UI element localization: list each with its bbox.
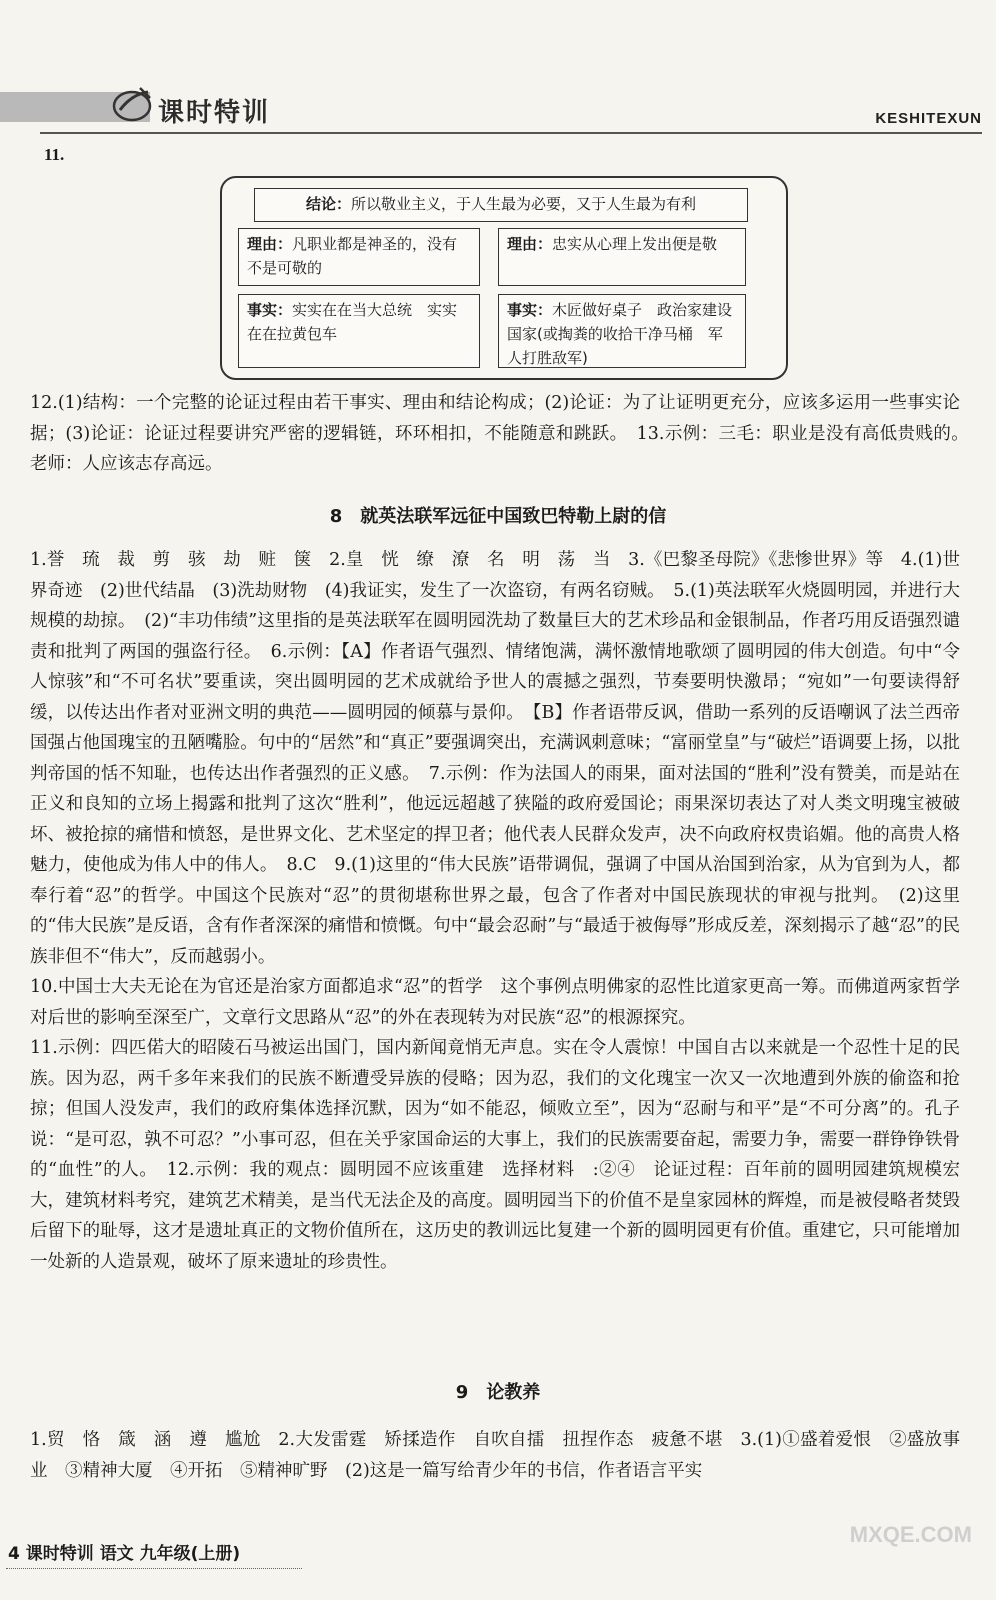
page-header [0, 0, 996, 130]
fact-box-right [498, 294, 746, 368]
question-11-number: 11. [44, 145, 65, 164]
page-number: 4 [8, 1544, 20, 1564]
fact-box-left [238, 294, 480, 368]
section-8-title: 8 就英法联军远征中国致巴特勒上尉的信 [329, 506, 667, 527]
footer-dotted-line [6, 1568, 302, 1569]
fact-label: 事实： [247, 301, 293, 319]
section-9-title: 9 论教养 [455, 1382, 541, 1403]
argument-structure-diagram [220, 176, 788, 380]
reason-text: 忠实从心理上发出便是敬 [552, 235, 718, 253]
conclusion-box [254, 188, 748, 222]
footer-grade: 九年级(上册) [139, 1544, 241, 1564]
footer-book: 课时特训 [25, 1544, 94, 1564]
fact-label: 事实： [507, 301, 553, 319]
reason-text: 凡职业都是神圣的，没有不是可敬的 [247, 235, 458, 277]
reason-label: 理由： [507, 235, 553, 253]
answers-12-13: 12.(1)结构：一个完整的论证过程由若干事实、理由和结论构成；(2)论证：为了让证明更充分，应该多运用一些事实论据；(3)论证：论证过程要讲究严密的逻辑链，环环相扣，不能随意和跳跃。 13.示例：三毛：职业是没有高低贵贱的。 老师：人应该志存高远。 [30, 393, 978, 474]
page-footer [0, 1522, 996, 1600]
fact-text: 木匠做好桌子 政治家建设国家(或掏粪的收拾干净马桶 军人打胜敌军) [507, 301, 733, 367]
footer-subject: 语文 [99, 1544, 134, 1564]
section-9-answers: 1.贸 恪 箴 涵 遵 尴尬 2.大发雷霆 矫揉造作 自吹自擂 扭捏作态 疲惫不堪 3.(1)①盛着爱恨 ②盛放事业 ③精神大厦 ④开拓 ⑤精神旷野 (2)这是一篇写给青少年的书信，作者语言平实 [30, 1430, 960, 1481]
section-8-answers: 1.誉 琉 裁 剪 骇 劫 赃 箧 2.皇 恍 缭 潦 名 明 荡 当 3.《巴黎圣母院》《悲惨世界》等 4.(1)世界奇迹 (2)世代结晶 (3)洗劫财物 (4)我证实，发生了一次盗窃，有两名窃贼。 5.(1)英法联军火烧圆明园，并进行大规模的劫掠。 (2)“丰功伟绩”这里指的是英法联军在圆明园洗劫了数量巨大的艺术珍品和金银制品，作者巧用反语强烈谴责和批判了两国的强盗行径。 6.示例：【A】作者语气强烈、情绪饱满，满怀激情地歌颂了圆明园的伟大创造。句中“令人惊骇”和“不可名状”要重读，突出圆明园的艺术成就给予世人的震撼之强烈，节奏要明快激昂；“宛如”一句要读得舒缓，以传达出作者对亚洲文明的典范——圆明园的倾慕与景仰。 【B】作者语带反讽，借助一系列的反语嘲讽了法兰西帝国强占他国瑰宝的丑陋嘴脸。句中的“居然”和“真正”要强调突出，充满讽刺意味；“富丽堂皇”与“破烂”语调要上扬，以批判帝国的恬不知耻，也传达出作者强烈的正义感。 7.示例：作为法国人的雨果，面对法国的“胜利”没有赞美，而是站在正义和良知的立场上揭露和批判了这次“胜利”，他远远超越了狭隘的政府爱国论；雨果深切表达了对人类文明瑰宝被破坏、被抢掠的痛惜和愤怒，是世界文化、艺术坚定的捍卫者；他代表人民群众发声，决不向政府权贵谄媚。他的高贵人格魅力，使他成为伟人中的伟人。 8.C 9.(1)这里的“伟大民族”语带调侃，强调了中国从治国到治家，从为官到为人，都奉行着“忍”的哲学。中国这个民族对“忍”的贯彻堪称世界之最，包含了作者对中国民族现状的审视与批判。 (2)这里的“伟大民族”是反语，含有作者深深的痛惜和愤慨。句中“最会忍耐”与“最适于被侮辱”形成反差，深刻揭示了越“忍”的民族非但不“伟大”，反而越弱小。 10.中国士大夫无论在为官还是治家方面都追求“忍”的哲学 这个事例点明佛家的忍性比道家更高一筹。而佛道两家哲学对后世的影响至深至广，文章行文思路从“忍”的外在表现转为对民族“忍”的根源探究。 11.示例：四匹偌大的昭陵石马被运出国门，国内新闻竟悄无声息。实在令人震惊！中国自古以来就是一个忍性十足的民族。因为忍，两千多年来我们的民族不断遭受异族的侵略；因为忍，我们的文化瑰宝一次又一次地遭到外族的偷盗和抢掠；但国人没发声，我们的政府集体选择沉默，因为“如不能忍，倾败立至”，因为“忍耐与和平”是“不可分离”的。孔子说：“是可忍，孰不可忍？”小事可忍，但在关乎家国命运的大事上，我们的民族需要奋起，需要力争，需要一群铮铮铁骨的“血性”的人。 12.示例：我的观点：圆明园不应该重建 选择材料 :②④ 论证过程：百年前的圆明园建筑规模宏大，建筑材料考究，建筑艺术精美，是当代无法企及的高度。圆明园当下的价值不是皇家园林的辉煌，而是被侵略者焚毁后留下的耻辱，这才是遗址真正的文物价值所在，这历史的教训远比复建一个新的圆明园更有价值。重建它，只可能增加一处新的人造景观，破坏了原来遗址的珍贵性。 [30, 550, 960, 1272]
reason-box-left [238, 228, 480, 286]
reason-label: 理由： [247, 235, 293, 253]
watermark: MXQE.COM [849, 1522, 972, 1547]
header-divider [40, 132, 982, 134]
book-title: 课时特训 [158, 98, 271, 128]
conclusion-label: 结论： [305, 195, 351, 213]
pen-hand-icon [110, 80, 156, 126]
book-title-english: KESHITEXUN [875, 110, 982, 127]
footer-text [8, 1539, 240, 1564]
reason-box-right [498, 228, 746, 286]
fact-text: 实实在在当大总统 实实在在拉黄包车 [247, 301, 458, 343]
conclusion-text: 所以敬业主义，于人生最为必要，又于人生最为有利 [351, 195, 697, 213]
